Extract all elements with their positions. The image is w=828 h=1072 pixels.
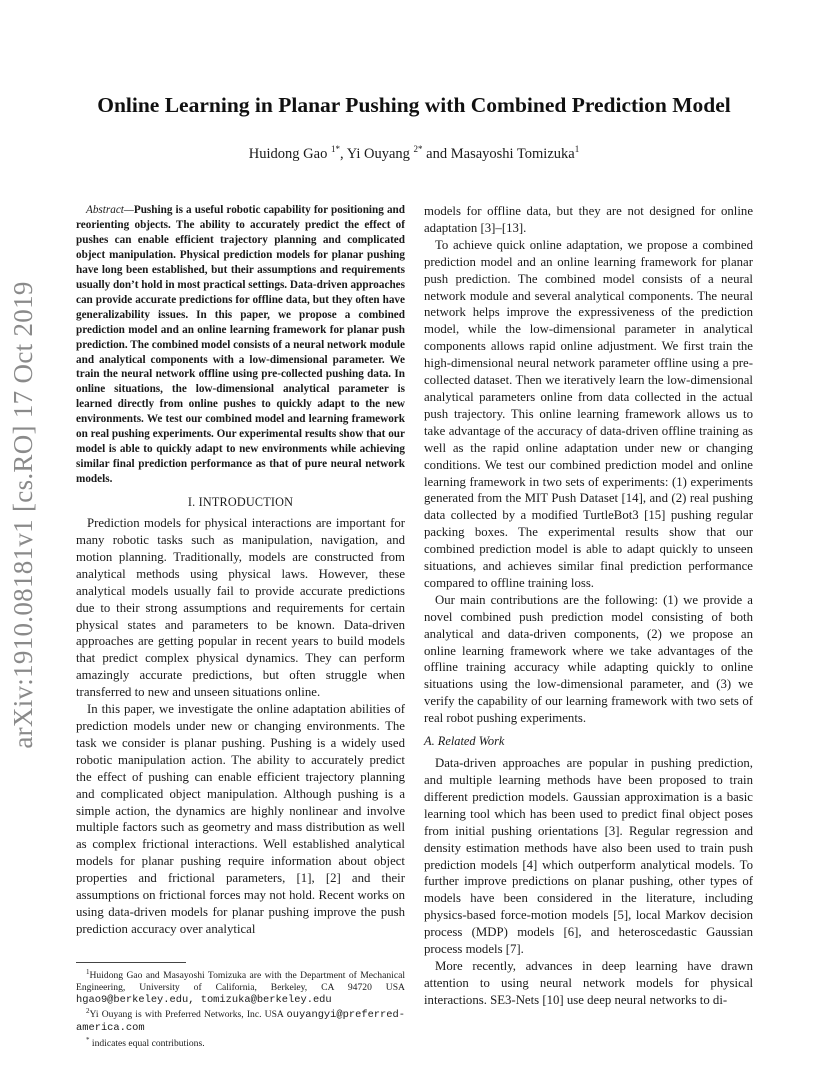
author-name: Masayoshi Tomizuka xyxy=(450,145,575,162)
body-paragraph: To achieve quick online adaptation, we propose a combined prediction model and an online learning framework for planar push prediction. The combined model consists of a neural network module and several analytical components. The neural network helps improve the expressiveness of the prediction model, while the low-dimensional parameter in analytical components allows rapid online adjustment. We first train the high-dimensional neural network parameter offline using a pre-collected dataset. Then we iteratively learn the low-dimensional analytical parameters online from data collected in the actual push trajectory. This online learning framework allows us to take advantage of the accuracy of data-driven offline training as well as the rapid online adaptation under new or changing conditions. We test our combined prediction model and online learning framework in two sets of experiments: (1) experiments generated from the MIT Push Dataset [14], and (2) real pushing data collected by a modified TurtleBot3 [15] pushing regular packing boxes. The experimental results show that our combined prediction model is able to adapt quickly to unseen situations, and achieves similar final prediction performance compared to offline training loss. xyxy=(424,237,753,590)
footnote-equal-contribution: * indicates equal contributions. xyxy=(86,1036,205,1050)
author-affiliation-mark: 1 xyxy=(574,144,580,154)
subsection-heading-related-work: A. Related Work xyxy=(424,734,505,749)
author-name: Yi Ouyang xyxy=(346,145,410,162)
author-affiliation-mark: 1* xyxy=(330,144,340,154)
email-link[interactable]: ouyangyi@preferred-america.com xyxy=(76,1009,405,1035)
body-paragraph: More recently, advances in deep learning have drawn attention to using neural network models for physical interactions. SE3-Nets [10] use deep neural networks to di- xyxy=(424,958,753,1007)
body-paragraph: Our main contributions are the following: (1) we provide a novel combined push prediction model consisting of both analytical and data-driven components, (2) we propose an online learning framework where we take advantages of the offline training accuracy while adapting quickly to online situations using the low-dimensional parameter, and (3) we verify the capability of our learning framework with two sets of real robot pushing experiments. xyxy=(424,592,753,726)
right-column xyxy=(424,203,753,1009)
author-line xyxy=(60,144,768,163)
author-name: Huidong Gao xyxy=(248,145,328,162)
author-separator: and xyxy=(422,145,451,162)
paper-title: Online Learning in Planar Pushing with Combined Prediction Model xyxy=(97,93,731,117)
author-separator: , xyxy=(339,145,347,162)
abstract-text: Pushing is a useful robotic capability for positioning and reorienting objects. The ability to accurately predict the effect of pushes can enable efficient trajectory planning and complicated object manipulation. Physical prediction models for planar pushing have long been established, but their assumptions and requirements usually don’t hold in most practical settings. Data-driven approaches can provide accurate predictions for offline data, but they often have generalizability issues. In this paper, we propose a combined prediction model and an online learning framework for planar push prediction. The combined model consists of a neural network module and analytical components with a low-dimensional parameter. We train the neural network offline using pre-collected pushing data. In online situations, the low-dimensional analytical parameter is learned directly from online pushes to quickly adapt to the new environments. We test our combined model and learning framework on real pushing experiments. Our experimental results show that our model is able to quickly adapt to new environments while achieving similar final prediction performance as that of pure neural network models. xyxy=(76,204,406,486)
arxiv-watermark[interactable]: arXiv:1910.08181v1 [cs.RO] 17 Oct 2019 xyxy=(8,281,38,749)
body-paragraph: In this paper, we investigate the online adaptation abilities of prediction models under new or changing environments. The task we consider is planar pushing. Pushing is a widely used robotic manipulation action. The ability to accurately predict the effect of pushing can enable efficient trajectory planning and complicated object manipulation. Although pushing is a simple action, the dynamics are highly nonlinear and involve multiple factors such as geometry and mass distribution as well as complex frictional interactions. Well established analytical models for planar pushing require information about object properties and frictional parameters, [1], [2] and their assumptions on frictional forces may not hold. Recent works on using data-driven models for planar pushing improve the push prediction accuracy over analytical xyxy=(76,702,405,936)
body-paragraph: Prediction models for physical interactions are important for many robotic tasks such as manipulation, navigation, and motion planning. Traditionally, models are constructed from analytical methods using physical laws. However, these analytical models usually fail to provide accurate predictions due to their strong assumptions and requirements for certain physical states and parameters to be known. Data-driven approaches are getting popular in recent years to build models that predict complex physical dynamics. They can perform amazingly accurate predictions, but often struggle when transferred to new and unseen situations online. xyxy=(76,516,405,700)
body-paragraph: models for offline data, but they are not designed for online adaptation [3]–[13]. xyxy=(424,204,753,235)
body-paragraph: Data-driven approaches are popular in pushing prediction, and multiple learning methods have been proposed to train different prediction models. Gaussian approximation is a basic learning tool which has been used to predict final object poses from initial pushing orientations [3]. Regular regression and density estimation methods have also been used to train push prediction models [4] which outperform analytical models. To further improve predictions on planar pushing, other types of models have been considered in the literature, including physics-based force-motion models [5], local Markov decision process (MDP) models [6], and heteroscedastic Gaussian process models [7]. xyxy=(424,756,753,957)
abstract-lead: Abstract— xyxy=(86,204,134,216)
abstract xyxy=(76,203,405,487)
section-heading-introduction: I. INTRODUCTION xyxy=(187,495,294,510)
footnote-rule xyxy=(76,962,186,963)
footnote-affiliation-1: $^1$Huidong Gao and Masayoshi Tomizuka are with the Department of Mechanical Engineering, University of California, Berkeley, CA 94720 USA hgao9@berkeley.edu, tomizuka@berkeley.edu xyxy=(76,967,405,1006)
left-column xyxy=(76,203,405,1050)
email-link[interactable]: hgao9@berkeley.edu, tomizuka@berkeley.edu xyxy=(76,993,332,1006)
footnotes xyxy=(76,967,405,1050)
footnote-affiliation-2: $^2$Yi Ouyang is with Preferred Networks, Inc. USA ouyangyi@preferred-america.com xyxy=(76,1007,405,1035)
author-affiliation-mark: 2* xyxy=(413,144,423,154)
